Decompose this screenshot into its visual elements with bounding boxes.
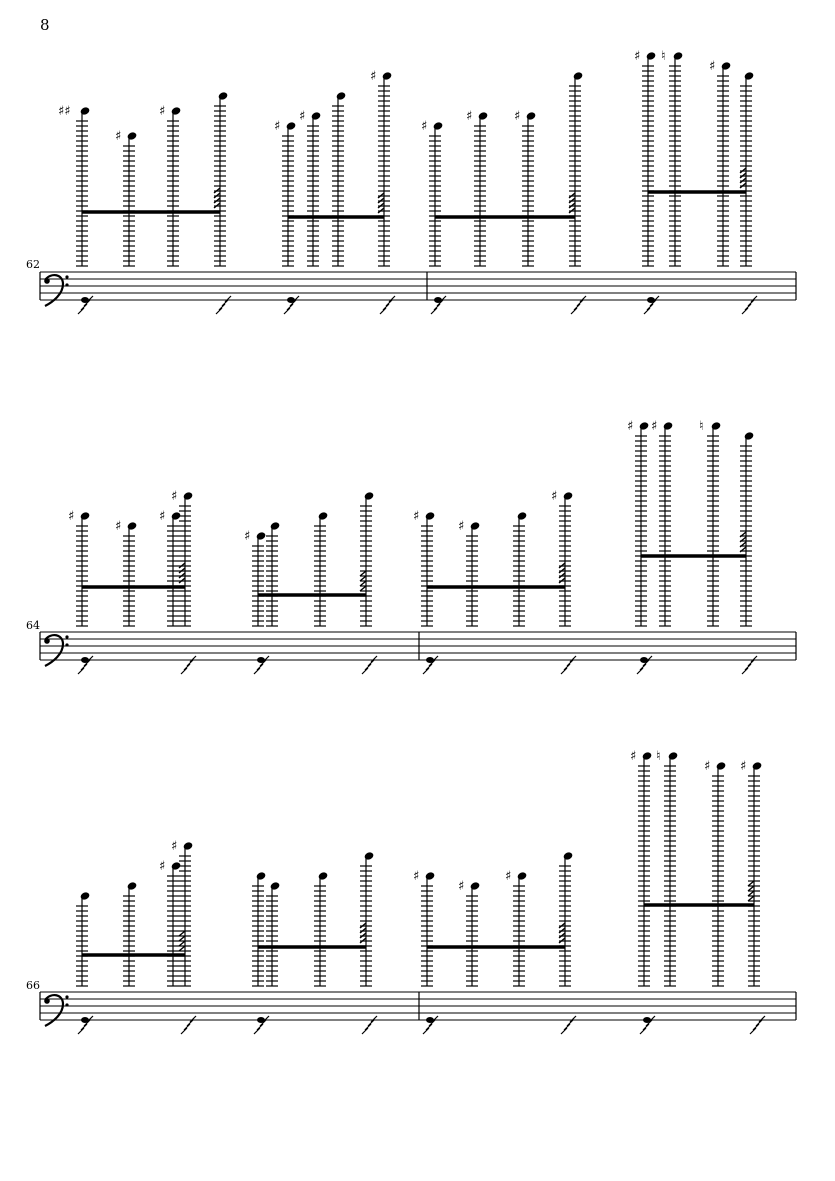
note-head: [645, 51, 656, 61]
ledger-lines: [669, 66, 681, 266]
grace-mark: [190, 656, 196, 662]
ledger-lines: [513, 886, 525, 986]
ledger-lines: [421, 526, 433, 626]
note-head: [672, 51, 683, 61]
accidental: ♯: [458, 519, 465, 534]
note-head: [715, 761, 726, 771]
grace-mark: [187, 660, 193, 666]
grace-mark: [362, 668, 368, 674]
note-head: [720, 61, 731, 71]
grace-mark: [643, 1024, 649, 1030]
note-head: [335, 91, 346, 101]
grace-mark: [368, 1020, 374, 1026]
grace-mark: [383, 304, 389, 310]
grace-mark: [190, 1016, 196, 1022]
accidental: ♯: [466, 109, 473, 124]
note-head: [469, 521, 480, 531]
note-head: [269, 521, 280, 531]
note-head: [424, 871, 435, 881]
note-head: [562, 851, 573, 861]
grace-mark: [81, 1024, 87, 1030]
grace-mark: [434, 304, 440, 310]
grace-mark: [187, 1020, 193, 1026]
grace-mark: [81, 304, 87, 310]
accidental: ♯: [551, 489, 558, 504]
note-head: [363, 851, 374, 861]
bass-clef-icon: [65, 643, 68, 646]
note-head: [641, 751, 652, 761]
note-head-low: [426, 1017, 434, 1023]
grace-mark: [371, 1016, 377, 1022]
grace-mark: [751, 296, 757, 302]
note-head: [170, 106, 181, 116]
bass-clef-icon: [65, 283, 68, 286]
note-head: [182, 491, 193, 501]
note-head: [269, 881, 280, 891]
note-head: [217, 91, 228, 101]
bass-clef-icon: [65, 635, 68, 638]
ledger-lines: [314, 526, 326, 626]
ledger-lines: [642, 66, 654, 266]
grace-mark: [362, 1028, 368, 1034]
ledger-lines: [167, 526, 179, 626]
ledger-lines: [76, 526, 88, 626]
grace-mark: [365, 664, 371, 670]
grace-mark: [423, 1028, 429, 1034]
bass-clef-icon: [65, 275, 68, 278]
accidental: ♯: [458, 879, 465, 894]
grace-mark: [371, 656, 377, 662]
grace-mark: [81, 664, 87, 670]
note-head-low: [287, 297, 295, 303]
note-head: [126, 521, 137, 531]
ledger-lines: [282, 136, 294, 266]
tremolo-flags: [360, 581, 366, 586]
grace-mark: [567, 660, 573, 666]
grace-mark: [644, 308, 650, 314]
note-head-low: [640, 657, 648, 663]
ledger-lines: [314, 886, 326, 986]
note-head: [317, 511, 328, 521]
grace-mark: [564, 664, 570, 670]
bass-clef-icon: [44, 278, 50, 284]
tremolo-flags: [360, 571, 366, 576]
grace-mark: [254, 1028, 260, 1034]
note-head: [710, 421, 721, 431]
tremolo-flags: [748, 896, 754, 901]
ledger-lines: [513, 526, 525, 626]
accidental: ♯: [709, 59, 716, 74]
grace-mark: [254, 668, 260, 674]
bass-clef-icon: [65, 1003, 68, 1006]
accidental: ♯: [68, 509, 75, 524]
grace-mark: [570, 656, 576, 662]
grace-mark: [78, 1028, 84, 1034]
grace-mark: [571, 308, 577, 314]
grace-mark: [78, 308, 84, 314]
ledger-lines: [179, 856, 191, 986]
note-head: [562, 491, 573, 501]
note-head: [516, 871, 527, 881]
grace-mark: [567, 1020, 573, 1026]
tremolo-flags: [748, 891, 754, 896]
note-head: [381, 71, 392, 81]
note-head: [743, 71, 754, 81]
grace-mark: [751, 656, 757, 662]
note-head: [285, 121, 296, 131]
ledger-lines: [421, 886, 433, 986]
grace-mark: [745, 304, 751, 310]
grace-mark: [181, 1028, 187, 1034]
note-head: [662, 421, 673, 431]
note-head: [79, 106, 90, 116]
grace-mark: [365, 1024, 371, 1030]
grace-mark: [580, 296, 586, 302]
note-head-low: [81, 297, 89, 303]
measure-number-62: 62: [26, 258, 40, 271]
tremolo-flags: [360, 576, 366, 581]
accidental: ♯: [115, 129, 122, 144]
accidental: ♯: [505, 869, 512, 884]
grace-mark: [640, 1028, 646, 1034]
note-head: [255, 871, 266, 881]
grace-mark: [748, 660, 754, 666]
grace-mark: [380, 308, 386, 314]
page-number: 8: [40, 16, 50, 34]
note-head: [126, 131, 137, 141]
accidental: ♯: [244, 529, 251, 544]
ledger-lines: [252, 886, 264, 986]
tremolo-flags: [179, 936, 185, 941]
grace-mark: [386, 300, 392, 306]
note-head: [525, 111, 536, 121]
note-head: [477, 111, 488, 121]
accidental: ♯: [171, 489, 178, 504]
note-head-low: [257, 657, 265, 663]
grace-mark: [759, 1016, 765, 1022]
accidental: ♯: [634, 49, 641, 64]
accidental: ♯: [651, 419, 658, 434]
grace-mark: [257, 1024, 263, 1030]
note-head: [751, 761, 762, 771]
accidental: ♯: [740, 759, 747, 774]
grace-mark: [423, 668, 429, 674]
grace-mark: [431, 308, 437, 314]
grace-mark: [225, 296, 231, 302]
accidental: ♮: [699, 419, 704, 434]
grace-mark: [637, 668, 643, 674]
accidental: ♯: [370, 69, 377, 84]
note-head: [363, 491, 374, 501]
accidental: ♯: [159, 859, 166, 874]
grace-mark: [368, 660, 374, 666]
accidental: ♯: [299, 109, 306, 124]
grace-mark: [257, 664, 263, 670]
grace-mark: [750, 1028, 756, 1034]
bass-clef-icon: [65, 995, 68, 998]
measure-number-66: 66: [26, 979, 40, 992]
tremolo-flags: [748, 886, 754, 891]
grace-mark: [184, 1024, 190, 1030]
note-head: [638, 421, 649, 431]
note-head-low: [647, 297, 655, 303]
grace-mark: [389, 296, 395, 302]
accidental: ♯: [413, 869, 420, 884]
accidental: ♯: [514, 109, 521, 124]
note-head: [79, 511, 90, 521]
grace-mark: [577, 300, 583, 306]
note-head-low: [81, 657, 89, 663]
grace-mark: [574, 304, 580, 310]
accidental: ♯: [171, 839, 178, 854]
accidental: ♮: [661, 49, 666, 64]
note-head: [572, 71, 583, 81]
grace-mark: [647, 304, 653, 310]
grace-mark: [742, 308, 748, 314]
accidental: ♯: [630, 749, 637, 764]
accidental: ♯: [413, 509, 420, 524]
note-head: [126, 881, 137, 891]
grace-mark: [742, 668, 748, 674]
note-head-low: [643, 1017, 651, 1023]
accidental: ♯: [115, 519, 122, 534]
grace-mark: [561, 1028, 567, 1034]
grace-mark: [561, 668, 567, 674]
grace-mark: [284, 308, 290, 314]
measure-number-64: 64: [26, 619, 40, 632]
note-head: [424, 511, 435, 521]
grace-mark: [219, 304, 225, 310]
accidental: ♯: [627, 419, 634, 434]
tremolo-flags: [179, 946, 185, 951]
note-head: [255, 531, 266, 541]
accidental: ♯: [421, 119, 428, 134]
grace-mark: [184, 664, 190, 670]
note-head: [667, 751, 678, 761]
grace-mark: [640, 664, 646, 670]
bass-clef-icon: [44, 998, 50, 1004]
note-head: [182, 841, 193, 851]
tremolo-flags: [179, 941, 185, 946]
accidental: ♯: [274, 119, 281, 134]
tremolo-flags: [179, 931, 185, 936]
note-head: [469, 881, 480, 891]
note-head-low: [426, 657, 434, 663]
note-head: [516, 511, 527, 521]
grace-mark: [745, 664, 751, 670]
grace-mark: [426, 1024, 432, 1030]
grace-mark: [756, 1020, 762, 1026]
note-head-low: [434, 297, 442, 303]
tremolo-flags: [748, 881, 754, 886]
note-head: [743, 431, 754, 441]
grace-mark: [78, 668, 84, 674]
accidental: ♯: [704, 759, 711, 774]
grace-mark: [287, 304, 293, 310]
accidental: ♮: [656, 749, 661, 764]
accidental: ♯: [159, 509, 166, 524]
grace-mark: [222, 300, 228, 306]
grace-mark: [216, 308, 222, 314]
note-head: [310, 111, 321, 121]
accidental: ♯: [159, 104, 166, 119]
grace-mark: [426, 664, 432, 670]
tremolo-flags: [360, 586, 366, 591]
grace-mark: [753, 1024, 759, 1030]
grace-mark: [570, 1016, 576, 1022]
note-head: [79, 891, 90, 901]
bass-clef-icon: [44, 638, 50, 644]
accidental: ♯♯: [58, 104, 71, 119]
grace-mark: [748, 300, 754, 306]
note-head-low: [257, 1017, 265, 1023]
grace-mark: [564, 1024, 570, 1030]
ledger-lines: [429, 136, 441, 266]
note-head-low: [81, 1017, 89, 1023]
grace-mark: [181, 668, 187, 674]
note-head: [317, 871, 328, 881]
note-head: [432, 121, 443, 131]
